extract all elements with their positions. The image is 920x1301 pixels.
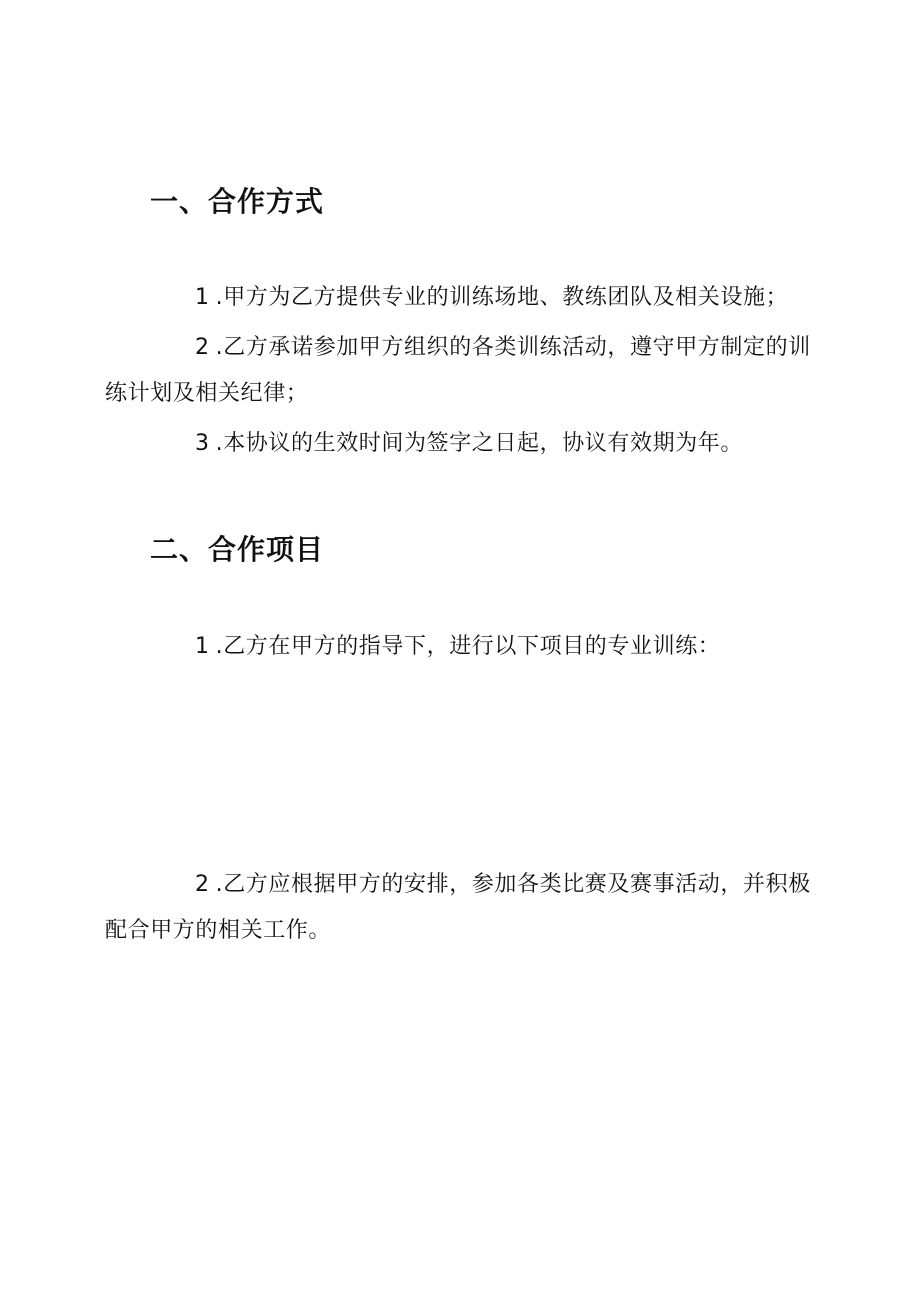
clause-text: .乙方应根据甲方的安排，参加各类比赛及赛事活动，并积极配合甲方的相关工作。 [105, 872, 811, 943]
clause-text: .乙方在甲方的指导下，进行以下项目的专业训练： [215, 634, 721, 659]
section-heading-cooperation-method: 一、合作方式 [150, 185, 325, 218]
clause-2-1 [105, 624, 815, 670]
clause-text: .甲方为乙方提供专业的训练场地、教练团队及相关设施； [215, 285, 789, 310]
clause-text: .本协议的生效时间为签字之日起，协议有效期为年。 [215, 431, 744, 456]
clause-1-1 [105, 275, 815, 321]
clause-1-2 [105, 325, 815, 417]
clause-number: 1 [195, 285, 210, 310]
clause-number: 3 [195, 431, 210, 456]
clause-number: 2 [195, 335, 210, 360]
section-heading-cooperation-projects: 二、合作项目 [150, 533, 325, 566]
clause-text: .乙方承诺参加甲方组织的各类训练活动，遵守甲方制定的训练计划及相关纪律； [105, 335, 811, 406]
clause-1-3 [105, 421, 815, 467]
clause-number: 2 [195, 872, 210, 897]
clause-number: 1 [195, 634, 210, 659]
clause-2-2 [105, 862, 815, 954]
